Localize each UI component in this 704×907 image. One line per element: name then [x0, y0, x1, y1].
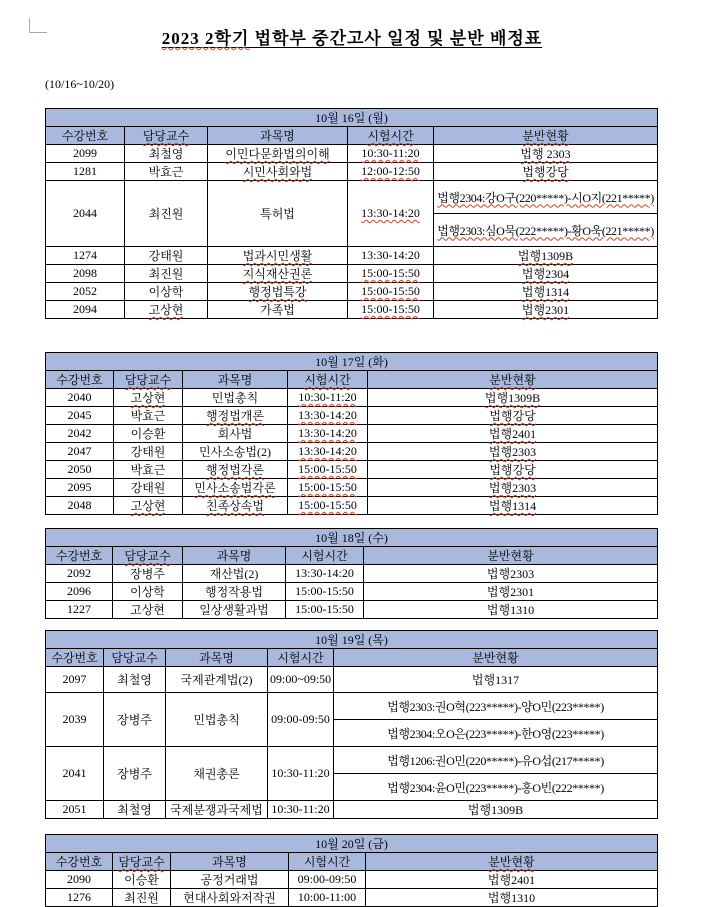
section-cell: 법행1309B	[434, 247, 658, 265]
section-cell: 법행 2303	[434, 145, 658, 163]
section-cell: 법행1317	[334, 667, 658, 693]
section-cell: 법행강당	[368, 407, 658, 425]
page-title	[162, 24, 542, 49]
section-cell: 법행2301	[434, 301, 658, 319]
exam-table-day-2	[45, 352, 658, 515]
exam-time-cell: 10:30-11:20	[268, 801, 334, 819]
professor-cell: 이승환	[113, 871, 171, 889]
column-header: 시험시간	[289, 853, 366, 871]
table-row	[46, 497, 658, 515]
course-id-cell: 2097	[46, 667, 104, 693]
section-cell: 법행1309B	[368, 389, 658, 407]
professor-cell: 최철영	[125, 145, 208, 163]
exam-schedule-tables	[45, 108, 659, 907]
subject-cell: 법과시민생활	[208, 247, 348, 265]
course-id-cell: 2092	[46, 565, 113, 583]
subject-cell: 민사소송법각론	[183, 479, 288, 497]
title-block	[45, 0, 659, 49]
column-header: 담당교수	[104, 649, 166, 667]
exam-table-day-5	[45, 834, 658, 907]
section-cell: 법행2303	[368, 479, 658, 497]
column-header-row	[46, 649, 658, 667]
subject-cell: 가족법	[208, 301, 348, 319]
subject-cell: 행정법개론	[183, 407, 288, 425]
column-header: 분반현황	[366, 853, 658, 871]
table-row	[46, 583, 658, 601]
professor-cell: 고상현	[114, 389, 183, 407]
exam-time-cell: 15:00-15:50	[286, 583, 364, 601]
day-header: 10월 18일 (수)	[46, 529, 658, 547]
day-header: 10월 16일 (월)	[46, 109, 658, 127]
section-cell: 법행1206:권O민(220*****)-유O섭(217*****)	[334, 747, 658, 774]
exam-time-cell: 15:00-15:50	[286, 601, 364, 619]
course-id-cell: 1276	[46, 889, 113, 907]
table-row	[46, 479, 658, 497]
section-cell: 법행1314	[368, 497, 658, 515]
column-header-row	[46, 547, 658, 565]
table-row	[46, 443, 658, 461]
exam-time-cell: 10:00-11:00	[289, 889, 366, 907]
column-header: 수강번호	[46, 371, 114, 389]
section-cell: 법행2303	[368, 443, 658, 461]
subject-cell: 일상생활과법	[183, 601, 286, 619]
course-id-cell: 1274	[46, 247, 125, 265]
course-id-cell: 2090	[46, 871, 113, 889]
table-row	[46, 461, 658, 479]
subject-cell: 현대사회와저작권	[171, 889, 289, 907]
professor-cell: 이상학	[125, 283, 208, 301]
page-title-rest: 법학부 중간고사 일정 및 분반 배정표	[249, 29, 543, 48]
day-header: 10월 19일 (목)	[46, 631, 658, 649]
section-cell: 법행2301	[364, 583, 658, 601]
column-header: 분반현황	[368, 371, 658, 389]
exam-time-cell: 09:00~09:50	[268, 667, 334, 693]
day-header: 10월 20일 (금)	[46, 835, 658, 853]
column-header: 담당교수	[125, 127, 208, 145]
subject-cell: 공정거래법	[171, 871, 289, 889]
exam-time-cell: 15:00-15:50	[348, 265, 434, 283]
subject-cell: 국제분쟁과국제법	[166, 801, 268, 819]
exam-time-cell: 09:00-09:50	[268, 693, 334, 747]
section-cell: 법행강당	[434, 163, 658, 181]
exam-time-cell: 13:30-14:20	[348, 247, 434, 265]
course-id-cell: 2045	[46, 407, 114, 425]
subject-cell: 행정법각론	[183, 461, 288, 479]
professor-cell: 이승환	[114, 425, 183, 443]
professor-cell: 고상현	[114, 497, 183, 515]
section-cell: 법행1310	[366, 889, 658, 907]
table-row	[46, 283, 658, 301]
section-cell: 법행2304:강O구(220*****)-시O지(221*****)	[434, 181, 658, 214]
table-row	[46, 247, 658, 265]
section-cell: 법행1309B	[334, 801, 658, 819]
section-cell: 법행2304:오O은(223*****)-한O영(223*****)	[334, 720, 658, 747]
professor-cell: 최철영	[104, 801, 166, 819]
day-header-row	[46, 109, 658, 127]
professor-cell: 박효근	[114, 461, 183, 479]
table-row	[46, 301, 658, 319]
table-row	[46, 265, 658, 283]
subject-cell: 지식재산권론	[208, 265, 348, 283]
exam-time-cell: 13:30-14:20	[348, 181, 434, 247]
exam-time-cell: 12:00-12:50	[348, 163, 434, 181]
course-id-cell: 2050	[46, 461, 114, 479]
exam-time-cell: 13:30-14:20	[288, 407, 368, 425]
exam-time-cell: 13:30-14:20	[286, 565, 364, 583]
course-id-cell: 2047	[46, 443, 114, 461]
column-header-row	[46, 371, 658, 389]
subject-cell: 시민사회와법	[208, 163, 348, 181]
subject-cell: 재산법(2)	[183, 565, 286, 583]
exam-time-cell: 10:30-11:20	[348, 145, 434, 163]
exam-time-cell: 15:00-15:50	[348, 301, 434, 319]
subject-cell: 이민다문화법의이해	[208, 145, 348, 163]
professor-cell: 고상현	[113, 601, 183, 619]
course-id-cell: 2099	[46, 145, 125, 163]
course-id-cell: 2044	[46, 181, 125, 247]
table-row	[46, 389, 658, 407]
course-id-cell: 2095	[46, 479, 114, 497]
table-row	[46, 181, 658, 214]
course-id-cell: 2040	[46, 389, 114, 407]
column-header: 분반현황	[434, 127, 658, 145]
table-row	[46, 565, 658, 583]
section-cell: 법행1314	[434, 283, 658, 301]
table-row	[46, 889, 658, 907]
column-header: 담당교수	[113, 547, 183, 565]
professor-cell: 강태원	[114, 443, 183, 461]
column-header: 수강번호	[46, 547, 113, 565]
course-id-cell: 2096	[46, 583, 113, 601]
column-header: 과목명	[166, 649, 268, 667]
subject-cell: 회사법	[183, 425, 288, 443]
column-header: 과목명	[183, 371, 288, 389]
professor-cell: 최진원	[125, 181, 208, 247]
course-id-cell: 2048	[46, 497, 114, 515]
section-cell: 법행1310	[364, 601, 658, 619]
exam-time-cell: 09:00-09:50	[289, 871, 366, 889]
subject-cell: 민사소송법(2)	[183, 443, 288, 461]
column-header: 과목명	[183, 547, 286, 565]
section-cell: 법행2304:윤O민(223*****)-홍O빈(222*****)	[334, 774, 658, 801]
professor-cell: 이상학	[113, 583, 183, 601]
column-header: 시험시간	[286, 547, 364, 565]
professor-cell: 강태원	[125, 247, 208, 265]
professor-cell: 최진원	[125, 265, 208, 283]
column-header: 시험시간	[348, 127, 434, 145]
table-row	[46, 693, 658, 720]
professor-cell: 박효근	[125, 163, 208, 181]
section-cell: 법행2303	[364, 565, 658, 583]
course-id-cell: 1227	[46, 601, 113, 619]
column-header-row	[46, 127, 658, 145]
table-row	[46, 801, 658, 819]
column-header: 시험시간	[268, 649, 334, 667]
exam-table-day-3	[45, 528, 658, 619]
subject-cell: 행정법특강	[208, 283, 348, 301]
column-header: 수강번호	[46, 127, 125, 145]
day-header: 10월 17일 (화)	[46, 353, 658, 371]
column-header-row	[46, 853, 658, 871]
exam-time-cell: 15:00-15:50	[348, 283, 434, 301]
column-header: 과목명	[171, 853, 289, 871]
page-title-prefix: 2023 2학기	[161, 29, 250, 48]
subject-cell: 행정작용법	[183, 583, 286, 601]
section-cell: 법행2303:심O묵(222*****)-황O욱(221*****)	[434, 214, 658, 247]
professor-cell: 최진원	[113, 889, 171, 907]
column-header: 담당교수	[113, 853, 171, 871]
column-header: 분반현황	[334, 649, 658, 667]
course-id-cell: 2052	[46, 283, 125, 301]
text-boundary-corner-mark	[29, 18, 47, 33]
course-id-cell: 2094	[46, 301, 125, 319]
course-id-cell: 2051	[46, 801, 104, 819]
professor-cell: 장병주	[104, 747, 166, 801]
exam-table-day-4	[45, 630, 658, 819]
subject-cell: 민법총칙	[166, 693, 268, 747]
column-header: 분반현황	[364, 547, 658, 565]
professor-cell: 최철영	[104, 667, 166, 693]
professor-cell: 박효근	[114, 407, 183, 425]
table-row	[46, 601, 658, 619]
course-id-cell: 2042	[46, 425, 114, 443]
table-row	[46, 747, 658, 774]
subject-cell: 국제관계법(2)	[166, 667, 268, 693]
day-header-row	[46, 835, 658, 853]
table-row	[46, 145, 658, 163]
exam-time-cell: 15:00-15:50	[288, 461, 368, 479]
column-header: 담당교수	[114, 371, 183, 389]
day-header-row	[46, 529, 658, 547]
professor-cell: 강태원	[114, 479, 183, 497]
exam-time-cell: 13:30-14:20	[288, 443, 368, 461]
section-cell: 법행2303:권O혁(223*****)-양O민(223*****)	[334, 693, 658, 720]
section-cell: 법행강당	[368, 461, 658, 479]
table-row	[46, 407, 658, 425]
column-header: 과목명	[208, 127, 348, 145]
section-cell: 법행2401	[368, 425, 658, 443]
course-id-cell: 2041	[46, 747, 104, 801]
course-id-cell: 2098	[46, 265, 125, 283]
exam-time-cell: 15:00-15:50	[288, 497, 368, 515]
exam-time-cell: 10:30-11:20	[288, 389, 368, 407]
table-row	[46, 871, 658, 889]
subject-cell: 민법총칙	[183, 389, 288, 407]
section-cell: 법행2304	[434, 265, 658, 283]
course-id-cell: 2039	[46, 693, 104, 747]
subject-cell: 친족상속법	[183, 497, 288, 515]
subject-cell: 특허법	[208, 181, 348, 247]
exam-time-cell: 10:30-11:20	[268, 747, 334, 801]
table-row	[46, 163, 658, 181]
column-header: 수강번호	[46, 649, 104, 667]
course-id-cell: 1281	[46, 163, 125, 181]
column-header: 수강번호	[46, 853, 113, 871]
day-header-row	[46, 353, 658, 371]
day-header-row	[46, 631, 658, 649]
exam-time-cell: 13:30-14:20	[288, 425, 368, 443]
section-cell: 법행2401	[366, 871, 658, 889]
exam-time-cell: 15:00-15:50	[288, 479, 368, 497]
subject-cell: 채권총론	[166, 747, 268, 801]
professor-cell: 고상현	[125, 301, 208, 319]
professor-cell: 장병주	[113, 565, 183, 583]
date-range-note: (10/16~10/20)	[45, 77, 115, 91]
table-row	[46, 425, 658, 443]
exam-table-day-1	[45, 108, 658, 319]
table-row	[46, 667, 658, 693]
column-header: 시험시간	[288, 371, 368, 389]
professor-cell: 장병주	[104, 693, 166, 747]
